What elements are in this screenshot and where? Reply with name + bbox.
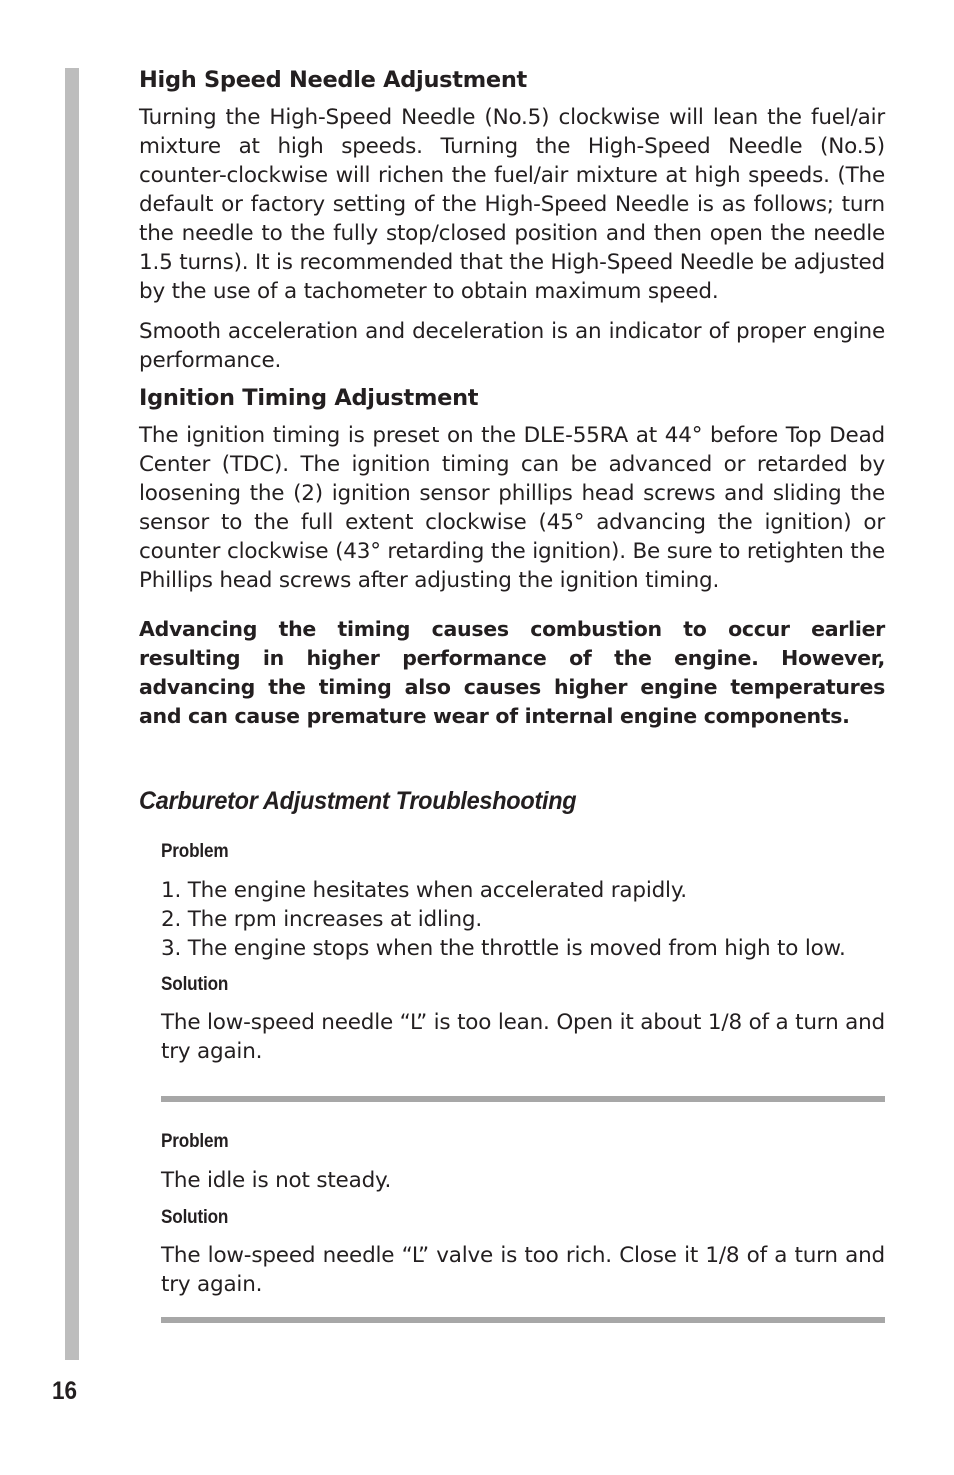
troubleshooting-section-1 <box>161 835 885 1066</box>
ignition-title: Ignition Timing Adjustment <box>139 385 479 411</box>
troubleshooting-title: Carburetor Adjustment Troubleshooting <box>139 787 577 815</box>
solution-label: Solution <box>161 1206 229 1228</box>
section-divider <box>161 1317 885 1323</box>
ignition-paragraph: The ignition timing is preset on the DLE-55RA at 44° before Top Dead Center (TDC). The ignition timing can be advanced or retarded by loosening the (2) ignition sensor phillips head screws and sliding the sensor to the full extent clockwise (45° advancing the ignition) or counter clockwise (43° retarding the ignition). Be sure to retighten the Phillips head screws after adjusting the ignition timing. <box>139 423 885 593</box>
solution-text: The low-speed needle “L” valve is too rich. Close it 1/8 of a turn and try again. <box>161 1243 885 1297</box>
high-speed-note: Smooth acceleration and deceleration is an indicator of proper engine performance. <box>139 319 885 373</box>
high-speed-title: High Speed Needle Adjustment <box>139 67 528 93</box>
problem-list <box>161 876 885 963</box>
troubleshooting-section-2 <box>161 1125 885 1299</box>
section-divider <box>161 1096 885 1102</box>
solution-label: Solution <box>161 973 229 995</box>
list-item: 3. The engine stops when the throttle is moved from high to low. <box>161 936 846 961</box>
solution-text: The low-speed needle “L” is too lean. Open it about 1/8 of a turn and try again. <box>161 1010 885 1064</box>
problem-label: Problem <box>161 840 229 862</box>
list-item: 2. The rpm increases at idling. <box>161 907 483 932</box>
list-item: 1. The engine hesitates when accelerated rapidly. <box>161 878 687 903</box>
page-number: 16 <box>52 1377 78 1405</box>
page-content <box>139 62 885 1323</box>
high-speed-paragraph: Turning the High-Speed Needle (No.5) clockwise will lean the fuel/air mixture at high speeds. Turning the High-Speed Needle (No.5) counter-clockwise will richen the fuel/air mixture at high speeds. (The default or factory setting of the High-Speed Needle is as follows; turn the needle to the fully stop/closed position and then open the needle 1.5 turns). It is recommended that the High-Speed Needle be adjusted by the use of a tachometer to obtain maximum speed. <box>139 105 885 304</box>
side-bar <box>65 68 79 1360</box>
problem-text: The idle is not steady. <box>161 1168 392 1193</box>
problem-label: Problem <box>161 1130 229 1152</box>
ignition-warning: Advancing the timing causes combustion to occur earlier resulting in higher performance of the engine. However, advancing the timing also causes higher engine temperatures and can cause premature wear of internal engine components. <box>139 617 885 728</box>
